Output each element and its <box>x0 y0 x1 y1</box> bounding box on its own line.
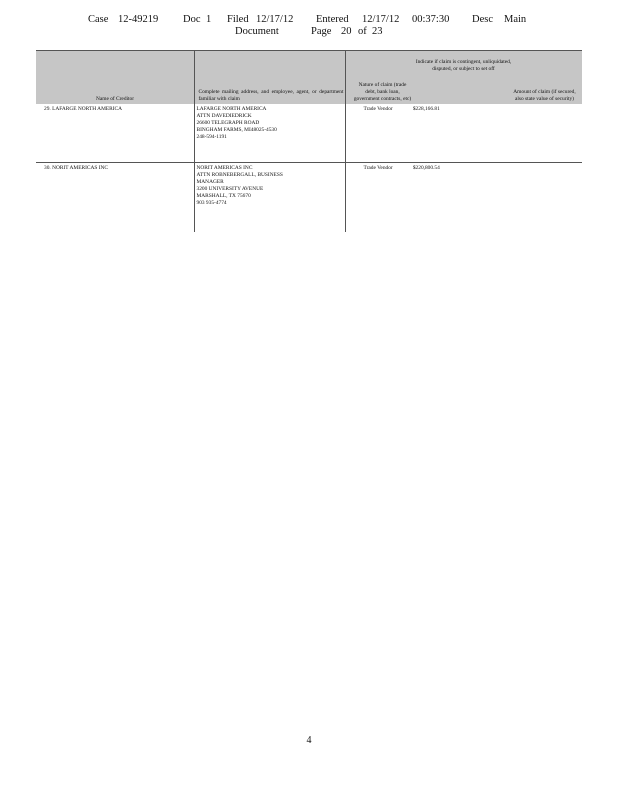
header-indicate: Indicate if claim is contingent, unliquidated, disputed, or subject to set off <box>415 59 512 72</box>
page-number: 4 <box>306 735 312 746</box>
page-label: Page <box>311 26 332 37</box>
claim-nature: Trade Vendor <box>363 165 393 171</box>
claim-cell <box>345 104 582 163</box>
creditor-table <box>36 50 582 232</box>
creditor-name: 29. LAFARGE NORTH AMERICA <box>36 104 194 163</box>
main-label: Main <box>504 14 527 25</box>
claim-amount: $220,800.54 <box>412 165 440 171</box>
case-number: 12-49219 <box>118 14 159 25</box>
doc-number: 1 <box>206 14 212 25</box>
header-name: Name of Creditor <box>95 96 135 102</box>
header-rest-cell <box>345 51 582 105</box>
page-total: 23 <box>372 26 383 37</box>
table-row <box>36 163 582 233</box>
header-line-2 <box>0 26 618 38</box>
header-line-1 <box>0 14 618 26</box>
page-header <box>0 14 618 38</box>
table-header-row <box>36 51 582 105</box>
contact-line: 903 935-4774 <box>196 200 227 206</box>
contact-line: ATTN ROBNEBERGALL, BUSINESS <box>196 172 283 178</box>
creditor-contact <box>194 104 345 163</box>
contact-line: NORIT AMERICAS INC <box>196 165 253 171</box>
header-contact: Complete mailing address, and employee, agent, or department familiar with claim <box>198 89 344 102</box>
page-num: 20 <box>341 26 352 37</box>
table-row <box>36 104 582 163</box>
contact-line: ATTN DAVEDIEDRICK <box>196 113 252 119</box>
desc-label: Desc <box>472 14 493 25</box>
header-contact-cell <box>194 51 345 105</box>
document-label: Document <box>235 26 279 37</box>
contact-line: 26600 TELEGRAPH ROAD <box>196 120 260 126</box>
claim-cell <box>345 163 582 233</box>
case-label: Case <box>88 14 109 25</box>
header-amount: Amount of claim (if secured, also state value of security) <box>513 89 576 102</box>
contact-line: BINGHAM FARMS, MI48025-4530 <box>196 127 277 133</box>
contact-line: MANAGER <box>196 179 224 185</box>
contact-line: LAFARGE NORTH AMERICA <box>196 106 267 112</box>
entered-label: Entered <box>316 14 349 25</box>
filed-date: 12/17/12 <box>256 14 294 25</box>
entered-date: 12/17/12 <box>362 14 400 25</box>
entered-time: 00:37:30 <box>412 14 450 25</box>
doc-label: Doc <box>183 14 201 25</box>
claim-nature: Trade Vendor <box>363 106 393 112</box>
creditor-contact <box>194 163 345 233</box>
header-nature: Nature of claim (trade debt, bank loan, government contracts, etc) <box>353 82 412 102</box>
header-name-cell <box>36 51 194 105</box>
contact-line: 248-594-1191 <box>196 134 227 140</box>
claim-amount: $228,166.81 <box>412 106 440 112</box>
creditor-name: 30. NORIT AMERICAS INC <box>36 163 194 233</box>
filed-label: Filed <box>227 14 249 25</box>
contact-line: 3200 UNIVERSITY AVENUE <box>196 186 264 192</box>
contact-line: MARSHALL, TX 75670 <box>196 193 251 199</box>
of-label: of <box>358 26 367 37</box>
